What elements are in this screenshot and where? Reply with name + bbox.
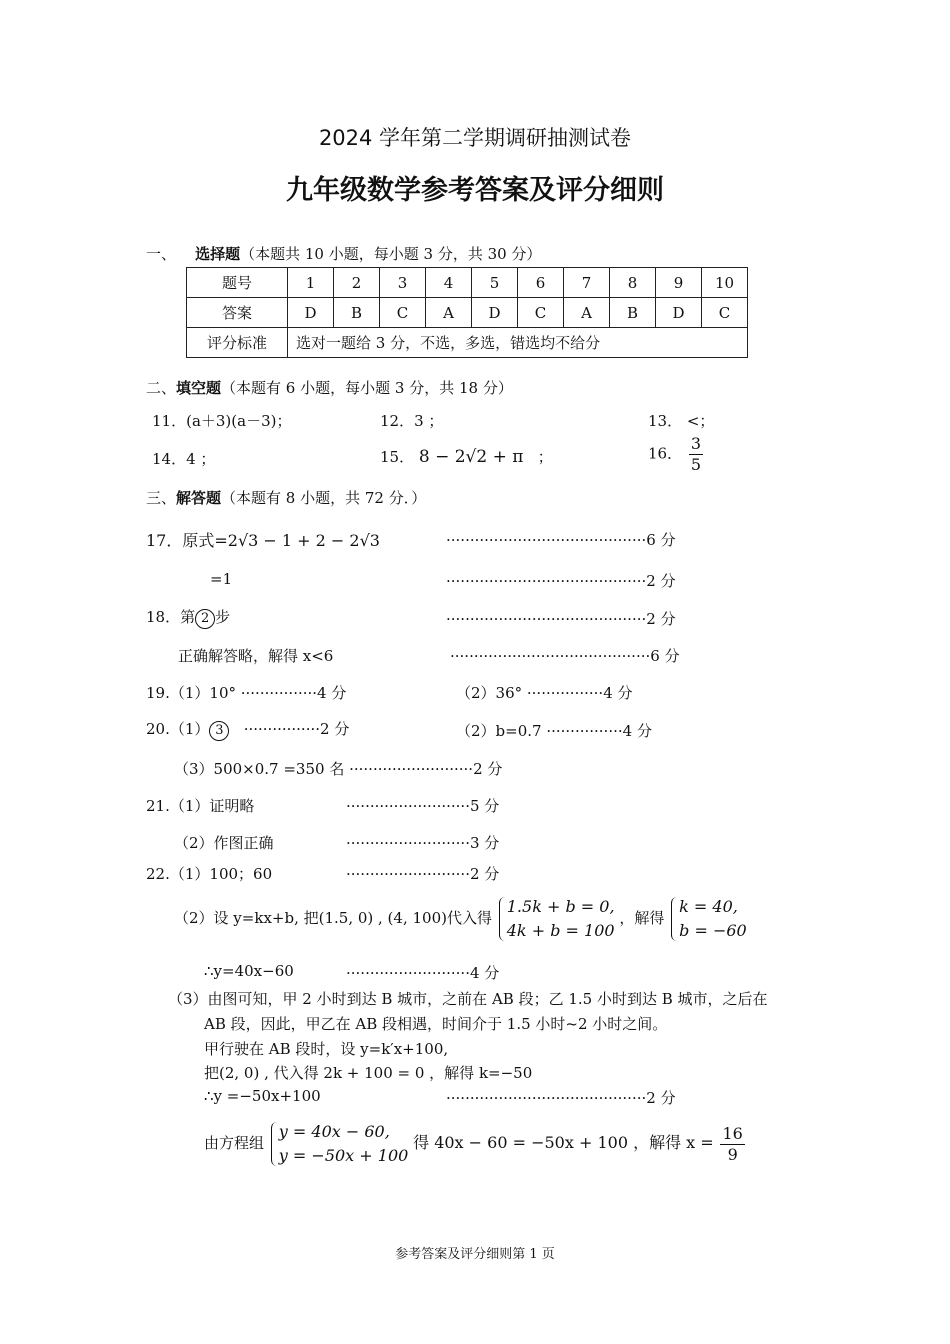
table-cell: B xyxy=(334,298,380,328)
exam-title: 2024 学年第二学期调研抽测试卷 xyxy=(318,126,632,150)
q21-part-1: 21.（1）证明略 xyxy=(146,797,255,815)
section-2-name: 填空题 xyxy=(176,379,222,397)
equation-line: 1.5k + b = 0, xyxy=(506,897,615,916)
fraction-denominator: 9 xyxy=(727,1144,738,1164)
table-cell: 1 xyxy=(288,268,334,298)
solution-system xyxy=(669,895,747,943)
q22-part-3-line-2: AB 段，因此，甲乙在 AB 段相遇，时间介于 1.5 小时~2 小时之间。 xyxy=(204,1015,668,1033)
q15-number: 15． xyxy=(380,448,415,466)
table-cell: C xyxy=(518,298,564,328)
q16-number: 16． xyxy=(648,444,683,463)
table-cell: 9 xyxy=(656,268,702,298)
section-3-name: 解答题 xyxy=(176,489,222,507)
q18-suffix: 步 xyxy=(215,608,231,626)
table-cell: C xyxy=(702,298,748,328)
answer-q15 xyxy=(380,446,553,467)
section-1-heading xyxy=(146,243,541,264)
section-1-number: 一、 xyxy=(146,245,177,263)
table-cell: B xyxy=(610,298,656,328)
table-row-label: 评分标准 xyxy=(187,328,288,358)
q22-score-2: ··························4 分 xyxy=(346,964,500,982)
q22-3-mid: 得 40x − 60 = −50x + 100 ，解得 x = xyxy=(413,1133,714,1152)
section-1-note: （本题共 10 小题，每小题 3 分，共 30 分） xyxy=(240,245,542,263)
q19-part-1: 19.（1）10° ················4 分 xyxy=(146,684,347,702)
table-cell: 3 xyxy=(380,268,426,298)
q21-score-1: ··························5 分 xyxy=(346,797,500,815)
table-cell: 7 xyxy=(564,268,610,298)
section-3-number: 三、 xyxy=(146,489,177,507)
q22-fraction xyxy=(720,1124,744,1165)
q22-part-2 xyxy=(174,895,747,943)
section-3-heading xyxy=(146,487,426,508)
q20-prefix: 20.（1） xyxy=(146,720,210,738)
q22-result-1: ∴y=40x−60 xyxy=(204,962,294,980)
q16-fraction xyxy=(689,434,703,475)
q22-part-3-line-4: 把(2, 0) , 代入得 2k + 100 = 0 ，解得 k=−50 xyxy=(204,1064,533,1082)
q17-line-1: 17．原式=2√3 − 1 + 2 − 2√3 xyxy=(146,531,380,550)
circled-number: 2 xyxy=(195,609,215,629)
q17-score-1: ··········································6 分 xyxy=(446,531,676,549)
table-cell-criteria: 选对一题给 3 分，不选，多选，错选均不给分 xyxy=(288,328,748,358)
q20-part-1 xyxy=(146,718,349,741)
doc-title: 九年级数学参考答案及评分细则 xyxy=(286,175,664,206)
q22-part-3-equation xyxy=(204,1120,747,1168)
table-cell: C xyxy=(380,298,426,328)
table-cell: 8 xyxy=(610,268,656,298)
section-2-heading xyxy=(146,377,513,398)
answer-q16 xyxy=(648,434,705,475)
table-cell: 4 xyxy=(426,268,472,298)
q22-3-prefix: 由方程组 xyxy=(204,1134,265,1152)
q17-score-2: ··········································2 分 xyxy=(446,572,676,590)
section-2-note: （本题有 6 小题，每小题 3 分，共 18 分） xyxy=(221,379,513,397)
equation-line: y = −50x + 100 xyxy=(278,1146,409,1165)
answer-q13: 13． <； xyxy=(648,412,715,430)
equation-system xyxy=(497,895,615,943)
table-cell: 10 xyxy=(702,268,748,298)
q15-end: ； xyxy=(537,448,553,466)
table-row-numbers xyxy=(187,268,748,298)
q22-2-text: （2）设 y=kx+b, 把(1.5, 0) , (4, 100)代入得 xyxy=(174,909,492,927)
q18-score-2: ··········································6 分 xyxy=(450,647,680,665)
equation-line: k = 40, xyxy=(679,897,738,916)
q16-denominator: 5 xyxy=(690,455,702,474)
page-footer: 参考答案及评分细则第 1 页 xyxy=(395,1247,555,1262)
answer-q14: 14．4 ； xyxy=(152,450,216,468)
equation-line: 4k + b = 100 xyxy=(506,921,615,940)
q22-score-3: ··········································2 分 xyxy=(446,1089,676,1107)
q20-part-3: （3）500×0.7 =350 名 ··························2 分 xyxy=(174,760,503,778)
table-cell: 6 xyxy=(518,268,564,298)
q22-part-3-line-5: ∴y =−50x+100 xyxy=(204,1087,321,1105)
q19-part-2: （2）36° ················4 分 xyxy=(456,684,633,702)
equation-line: y = 40x − 60, xyxy=(278,1122,390,1141)
table-cell: D xyxy=(656,298,702,328)
section-1-name: 选择题 xyxy=(195,245,241,263)
section-2-number: 二、 xyxy=(146,379,177,397)
q18-line-2: 正确解答略，解得 x<6 xyxy=(178,647,334,665)
q17-line-2: =1 xyxy=(210,570,233,588)
equation-system xyxy=(269,1120,409,1168)
q15-expression: 8 − 2√2 + π xyxy=(418,447,524,467)
q22-part-3-line-3: 甲行驶在 AB 段时，设 y=k′x+100, xyxy=(204,1040,449,1058)
q20-part-2: （2）b=0.7 ················4 分 xyxy=(456,722,652,740)
q22-score-1: ··························2 分 xyxy=(346,865,500,883)
q21-score-2: ··························3 分 xyxy=(346,834,500,852)
circled-number: 3 xyxy=(209,721,229,741)
table-row-label: 答案 xyxy=(187,298,288,328)
table-row-criteria xyxy=(187,328,748,358)
answer-table xyxy=(186,267,748,358)
table-cell: A xyxy=(564,298,610,328)
table-cell: 2 xyxy=(334,268,380,298)
table-cell: 5 xyxy=(472,268,518,298)
table-row-answers xyxy=(187,298,748,328)
q22-2-mid: ，解得 xyxy=(619,909,665,927)
q21-part-2: （2）作图正确 xyxy=(174,834,274,852)
section-3-note: （本题有 8 小题，共 72 分．） xyxy=(221,489,427,507)
q16-numerator: 3 xyxy=(690,434,702,453)
table-cell: D xyxy=(472,298,518,328)
q18-line-1 xyxy=(146,606,230,629)
table-cell: D xyxy=(288,298,334,328)
q22-part-3-line-1: （3）由图可知，甲 2 小时到达 B 城市，之前在 AB 段；乙 1.5 小时到达 B 城市，之后在 xyxy=(168,990,768,1008)
q22-part-1: 22.（1）100；60 xyxy=(146,865,273,883)
q20-score-1: ················2 分 xyxy=(243,720,350,738)
table-row-label: 题号 xyxy=(187,268,288,298)
answer-q12: 12．3 ； xyxy=(380,412,444,430)
q18-score-1: ··········································2 分 xyxy=(446,610,676,628)
table-cell: A xyxy=(426,298,472,328)
answer-q11: 11．(a＋3)(a－3)； xyxy=(152,412,292,430)
q18-prefix: 18．第 xyxy=(146,608,196,626)
fraction-numerator: 16 xyxy=(722,1123,743,1143)
equation-line: b = −60 xyxy=(679,921,747,940)
